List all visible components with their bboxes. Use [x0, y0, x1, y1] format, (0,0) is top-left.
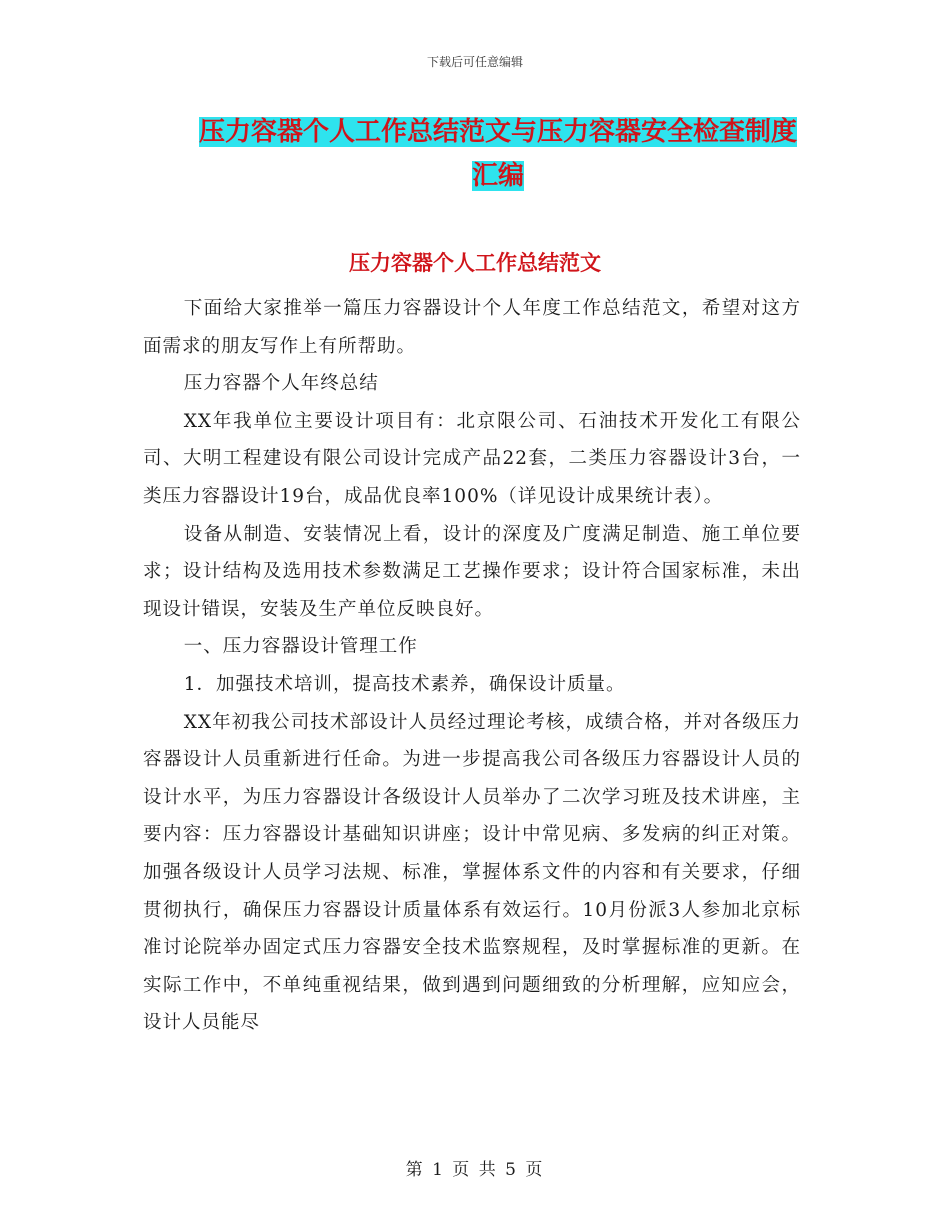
header-note: 下载后可任意编辑	[426, 55, 523, 69]
document-title-line-1: 压力容器个人工作总结范文与压力容器安全检查制度	[198, 117, 797, 147]
paragraph: 压力容器个人年终总结	[183, 373, 379, 395]
paragraph: 下面给大家推举一篇压力容器设计个人年度工作总结范文，希望对这方面需求的朋友写作上有所帮助。	[143, 298, 801, 357]
page-footer: 第 1 页 共 5 页	[405, 1160, 545, 1180]
document-title	[188, 110, 808, 198]
paragraph: 1．加强技术培训，提高技术素养，确保设计质量。	[183, 673, 626, 695]
paragraph: XX年我单位主要设计项目有：北京限公司、石油技术开发化工有限公司、大明工程建设有限公司设计完成产品22套，二类压力容器设计3台，一类压力容器设计19台，成品优良率100%（详见设计成果统计表）。	[143, 410, 801, 507]
document-title-line-2: 汇编	[471, 161, 524, 191]
document-body	[143, 290, 801, 1042]
paragraph: 设备从制造、安装情况上看，设计的深度及广度满足制造、施工单位要求；设计结构及选用技术参数满足工艺操作要求；设计符合国家标准，未出现设计错误，安装及生产单位反映良好。	[143, 523, 801, 620]
paragraph: 一、压力容器设计管理工作	[183, 636, 418, 658]
paragraph: XX年初我公司技术部设计人员经过理论考核，成绩合格，并对各级压力容器设计人员重新进行任命。为进一步提高我公司各级压力容器设计人员的设计水平，为压力容器设计各级设计人员举办了二次学习班及技术讲座，主要内容：压力容器设计基础知识讲座；设计中常见病、多发病的纠正对策。加强各级设计人员学习法规、标准，掌握体系文件的内容和有关要求，仔细贯彻执行，确保压力容器设计质量体系有效运行。10月份派3人参加北京标准讨论院举办固定式压力容器安全技术监察规程，及时掌握标准的更新。在实际工作中，不单纯重视结果，做到遇到问题细致的分析理解，应知应会，设计人员能尽	[143, 711, 801, 1034]
section-title: 压力容器个人工作总结范文	[349, 250, 601, 275]
